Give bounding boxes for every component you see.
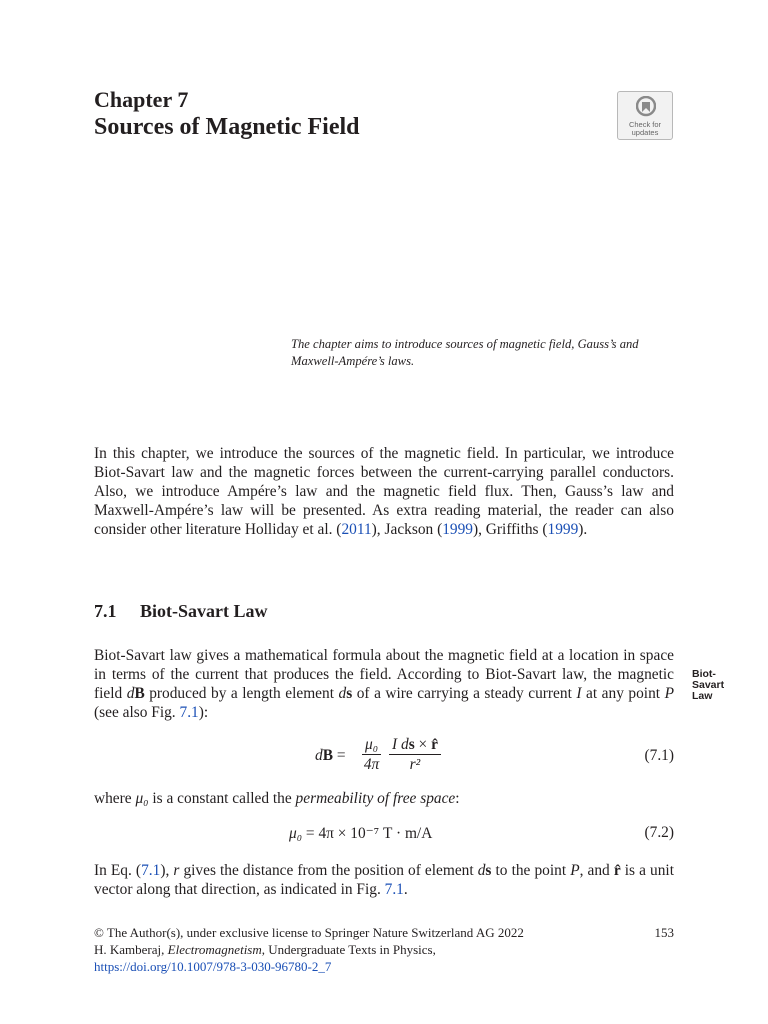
eqp-text-6: is a unit vector along that direction, as indicated in Fig. xyxy=(94,862,674,898)
equation-number-7-2: (7.2) xyxy=(644,824,674,841)
figure-7-1-link[interactable]: 7.1 xyxy=(179,704,199,721)
citation-jackson-link[interactable]: 1999 xyxy=(442,521,473,538)
biot-text-4: at any point xyxy=(581,685,665,702)
badge-line-1: Check for xyxy=(628,120,662,129)
eqp-text-5: , and xyxy=(579,862,614,879)
chapter-abstract: The chapter aims to introduce sources of magnetic field, Gauss’s and Maxwell-Ampére’s laws. xyxy=(291,337,639,368)
eqp-text-7: . xyxy=(403,881,408,898)
equation-7-2 xyxy=(94,824,674,844)
symbol-d: d xyxy=(126,685,135,702)
symbol-I: I xyxy=(576,685,582,702)
citation-author: H. Kamberaj, xyxy=(94,942,168,957)
intro-text-3: ), Griffiths ( xyxy=(472,521,548,538)
section-title: Biot-Savart Law xyxy=(140,601,268,621)
section-number: 7.1 xyxy=(94,601,117,621)
page-number: 153 xyxy=(654,925,674,940)
intro-text-2: ), Jackson ( xyxy=(371,521,443,538)
perm-text-2: is a constant called the xyxy=(148,790,296,807)
perm-text-1: where xyxy=(94,790,136,807)
eq1-equals: = xyxy=(332,747,346,764)
symbol-rhat: r̂ xyxy=(613,862,621,879)
biot-text-2: produced by a length element xyxy=(144,685,339,702)
permeability-paragraph xyxy=(94,789,674,808)
doi-link[interactable]: https://doi.org/10.1007/978-3-030-96780-2_7 xyxy=(94,959,332,974)
eqp-text-1: In Eq. ( xyxy=(94,862,142,879)
equation-7-1-link[interactable]: 7.1 xyxy=(141,862,161,879)
equation-number-7-1: (7.1) xyxy=(644,747,674,764)
eq1-frac2-numerator xyxy=(389,736,441,755)
symbol-P: P xyxy=(570,862,580,879)
citation-book-title: Electromagnetism xyxy=(167,942,262,957)
eqp-text-3: gives the distance from the position of element xyxy=(179,862,478,879)
eqp-text-2: ), xyxy=(160,862,174,879)
intro-text-4: ). xyxy=(578,521,588,538)
margin-note-line-1: Biot- xyxy=(692,668,716,680)
symbol-d: d xyxy=(477,862,486,879)
citation-series: , Undergraduate Texts in Physics, xyxy=(261,942,436,957)
citation-holliday-link[interactable]: 2011 xyxy=(341,521,372,538)
intro-paragraph xyxy=(94,444,674,539)
perm-text-3: : xyxy=(455,790,460,807)
biot-text-5: (see also Fig. xyxy=(94,704,180,721)
eqp-text-4: to the point xyxy=(491,862,571,879)
margin-note xyxy=(692,669,724,702)
symbol-d: d xyxy=(338,685,347,702)
eq1-lhs xyxy=(315,747,346,765)
eq1-d: d xyxy=(315,747,323,764)
margin-note-line-3: Law xyxy=(692,690,713,702)
biot-text-6: ): xyxy=(198,704,209,721)
citation-griffiths-link[interactable]: 1999 xyxy=(547,521,579,538)
biot-text-1: Biot-Savart law gives a mathematical formula about the magnetic field at a location in space in terms of the current that produces the field. According to Biot-Savart law, the magnetic field xyxy=(94,647,674,702)
eq1-rhat: r̂ xyxy=(431,736,438,753)
eq2-rest: = 4π × 10⁻⁷ T · m/A xyxy=(302,825,433,842)
biot-savart-paragraph xyxy=(94,646,674,722)
intro-text-1: In this chapter, we introduce the sources of the magnetic field. In particular, we introduce Biot-Savart law and the magnetic forces between the current-carrying parallel conductors. Also, we introduce Ampére’s law and the magnetic field flux. Then, Gauss’s law and Maxwell-Ampére’s law will be presented. As extra reading material, the reader can also consider other literature Holliday et al. ( xyxy=(94,445,674,538)
section-heading xyxy=(94,600,268,622)
symbol-P: P xyxy=(664,685,674,702)
chapter-title: Sources of Magnetic Field xyxy=(94,114,360,140)
symbol-s: s xyxy=(346,685,353,702)
equation-7-1 xyxy=(94,736,674,776)
citation-line xyxy=(94,941,674,958)
eq2-formula xyxy=(289,824,432,843)
eq1-frac1-numerator: μ₀ xyxy=(362,736,381,755)
symbol-s: s xyxy=(485,862,492,879)
biot-text-3: of a wire carrying a steady current xyxy=(352,685,577,702)
symbol-r: r xyxy=(173,862,180,879)
eq2-mu0: μ₀ xyxy=(289,825,303,842)
check-for-updates-badge[interactable] xyxy=(617,91,673,140)
chapter-label: Chapter 7 xyxy=(94,87,189,112)
eq1-d-small: d xyxy=(397,736,409,753)
symbol-mu0: μ₀ xyxy=(135,790,149,807)
badge-text xyxy=(618,121,672,137)
page-footer xyxy=(94,924,674,975)
margin-note-line-2: Savart xyxy=(692,679,725,691)
crossmark-icon xyxy=(636,96,656,118)
figure-7-1-link[interactable]: 7.1 xyxy=(384,881,404,898)
eq1-fraction-ids-over-r2 xyxy=(389,736,441,775)
symbol-B: B xyxy=(134,685,145,702)
eq1-times: × xyxy=(414,736,432,753)
eq1-frac2-denominator: r² xyxy=(409,756,421,773)
term-permeability: permeability of free space xyxy=(295,790,456,807)
eq1-s: s xyxy=(408,736,415,753)
badge-line-2: updates xyxy=(631,128,659,137)
equation-explanation-paragraph xyxy=(94,861,674,899)
eq1-fraction-mu-over-4pi xyxy=(362,736,381,775)
eq1-frac1-denominator: 4π xyxy=(363,756,380,773)
eq1-I: I xyxy=(392,736,398,753)
eq1-B: B xyxy=(322,747,333,764)
copyright-line: © The Author(s), under exclusive license to Springer Nature Switzerland AG 2022 xyxy=(94,925,524,940)
